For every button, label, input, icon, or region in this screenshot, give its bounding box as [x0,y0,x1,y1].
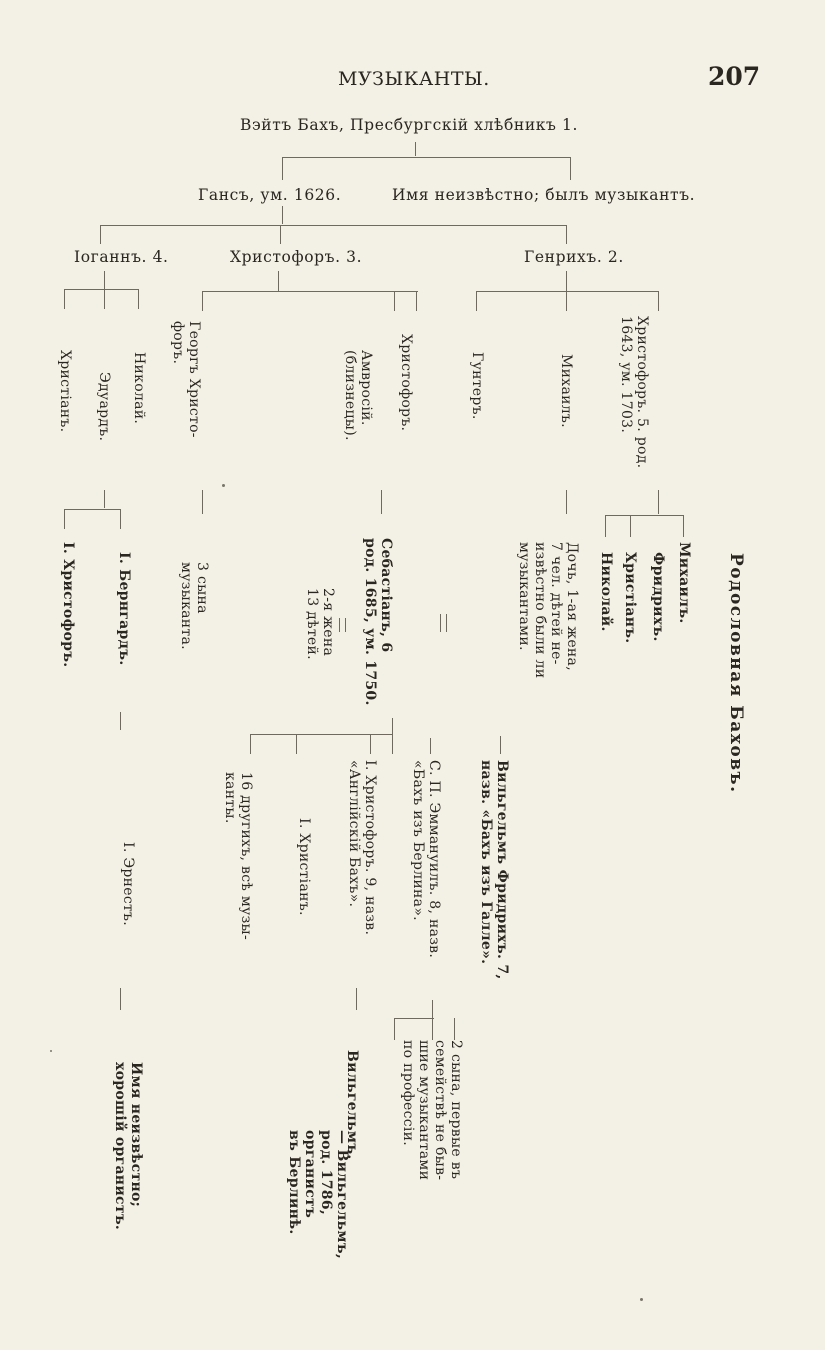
two-sons-label: 2 сына, первые въ семействѣ не быв- шие музыкантами по профессіи. [400,1040,464,1181]
tree-line [202,490,203,514]
tree-line [64,509,65,529]
tree-line [605,515,683,516]
tree-line [381,490,382,514]
johann-name: Іоганнъ. 4. [74,248,169,266]
i-christoph9-label: І. Христофоръ. 9, назв. «Англійскій Бахъ». [346,760,378,936]
gunther-label: Гунтеръ. [469,352,485,420]
sebastian-label: Себастіанъ, 6 род. 1685, ум. 1750. [362,538,394,706]
root-ancestor: Вэйтъ Бахъ, Пресбургскій хлѣбникъ 1. [240,116,579,134]
friedrich-son-label: Фридрихъ. [650,552,666,642]
heinrich-name: Генрихъ. 2. [524,248,624,266]
tree-line [64,289,138,290]
tree-line [394,1018,434,1019]
tree-line [64,289,65,309]
unknown-musician: Имя неизвѣстно; былъ музыкантъ. [392,186,696,204]
tree-line [566,490,567,514]
ambrosius-label: Амвросій. (близнецы). [342,350,374,441]
tree-line [476,291,658,292]
paper-speck [50,1050,52,1052]
christoph-name: Христофоръ. 3. [230,248,363,266]
genealogy-title: Родословная Баховъ. [726,553,746,794]
tree-line [250,734,251,754]
tree-line [370,734,371,754]
tree-line [64,509,120,510]
wilhelm-friedrich-label: Вильгельмъ Фридрихъ. 7, назв. «Бахъ изъ Галле». [478,760,510,980]
cpe-bach-label: С. П. Эммануилъ. 8, назв. «Бахъ изъ Берлина». [410,760,442,959]
second-wife-label: 2-я жена 13 дѣтей. [304,588,336,660]
eduard-label: Эдуардъ. [96,372,112,442]
tree-line [476,291,477,311]
i-christian-label: І. Христіанъ. [296,818,312,916]
tree-line [454,1018,455,1040]
tree-line [566,271,567,311]
i-ernst-label: І. Эрнестъ. [120,842,136,926]
three-sons-label: 3 сына музыканта. [178,562,210,650]
christian-son-label: Христіанъ. [622,552,638,644]
tree-line [430,738,431,754]
wilhelm-last-label: — Вильгельмъ, род. 1786, органистъ въ Берлинѣ. [286,1130,350,1259]
tree-line [356,988,357,1010]
tree-line [394,1018,395,1040]
tree-line [566,225,567,244]
tree-line [394,291,395,311]
tree-line [202,291,203,311]
tree-line [282,206,283,224]
tree-line [100,225,101,244]
tree-double-line [339,618,346,632]
tree-line [104,271,105,309]
tree-line [296,734,297,754]
tree-line [138,289,139,309]
tree-line [100,225,566,226]
tree-line [432,1000,433,1040]
tree-line [280,225,281,244]
paper-speck [640,1298,643,1301]
tree-line [658,291,659,311]
christian-label: Христіанъ. [57,350,73,433]
tree-line [282,157,283,180]
i-bernhard-label: І. Бернгардъ. [116,552,132,666]
daughter-label: Дочь, 1-ая жена, 7 чел. дѣтей не- извѣстно были ли музыкантами. [516,542,580,679]
tree-line [120,988,121,1010]
tree-line [392,718,393,754]
tree-line [120,712,121,730]
tree-line [416,291,417,311]
georg-christoph-label: Георгъ Христо- форъ. [170,321,202,438]
tree-line [570,157,571,180]
tree-double-line [440,614,447,632]
tree-line [605,515,606,537]
hans-name: Гансъ, ум. 1626. [198,186,342,204]
tree-line [500,736,501,754]
tree-line [120,509,121,529]
nikolai-label: Николай. [131,352,147,425]
page-number: 207 [708,62,761,91]
michael-son-label: Михаилъ. [676,542,692,624]
tree-line [104,490,105,508]
christoph-jr-label: Христофоръ. [398,334,414,432]
tree-line [630,515,631,537]
tree-line [683,515,684,537]
tree-line [415,142,416,156]
i-christoph-label: І. Христофоръ. [60,542,76,668]
paper-speck [222,484,225,487]
michael-label: Михаилъ. [558,354,574,428]
running-header: МУЗЫКАНТЫ. [338,68,490,90]
unknown-organist-label: Имя неизвѣстно; хорошій органистъ. [112,1062,144,1231]
tree-line [202,291,418,292]
nikolai-son-label: Николай. [598,552,614,632]
wilhelm-son-label: Вильгельмъ. [344,1050,360,1160]
sixteen-others-label: 16 другихъ, всѣ музы- канты. [222,772,254,941]
tree-line [278,271,279,291]
tree-line [658,490,659,514]
christoph5-label: Христофоръ. 5. род. 1643, ум. 1703. [618,316,650,469]
tree-line [282,157,570,158]
